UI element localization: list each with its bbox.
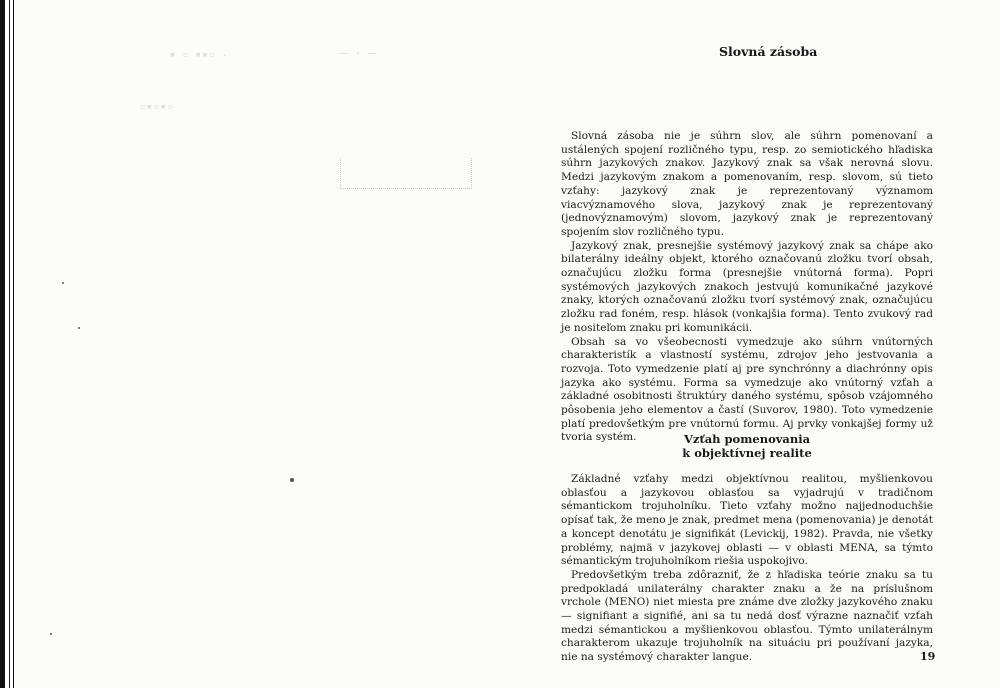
paragraph: Predovšetkým treba zdôrazniť, že z hľadiska teórie znaku sa tu predpokladá unilaterálny charakter znaku a že na príslušnom vrchole (MENO) niet miesta pre známe dve zložky jazykového znaku — signifiant a signifié, ani sa tu nedá dosť výrazne naznačiť vzťah medzi sémantickou a myšlienkovou oblasťou. Týmto unilaterálnym charakterom ukazuje trojuholník na situáciu pri používaní jazyka, nie na systémový charakter langue.: [561, 568, 933, 664]
show-through-smudge: – · –: [340, 44, 379, 60]
speck: [78, 327, 80, 329]
section-heading: [561, 432, 933, 460]
speck: [62, 282, 64, 284]
page-number: 19: [920, 650, 936, 663]
chapter-title: Slovná zásoba: [719, 44, 818, 59]
show-through-bracket: [340, 158, 472, 189]
book-spine: [0, 0, 18, 688]
section-heading-line: Vzťah pomenovania: [683, 432, 811, 446]
paragraph: Slovná zásoba nie je súhrn slov, ale súhrn pomenovaní a ustálených spojení rozličného typu, resp. zo semiotického hľadiska súhrn jazykových znakov. Jazykový znak sa však nerovná slovu. Medzi jazykovým znakom a pomenovaním, resp. slovom, sú tieto vzťahy: jazykový znak je reprezentovaný významom viacvýznamového slova, jazykový znak je reprezentovaný (jednovýznamovým) slovom, jazykový znak je reprezentovaný spojením slov rozličného typu.: [561, 130, 933, 238]
body-section-2: [561, 473, 936, 665]
show-through-smudge: ▪ ▫ ▪▪▫ ·: [170, 46, 230, 62]
paragraph: Obsah sa vo všeobecnosti vymedzuje ako súhrn vnútorných charakteristík a vlastností systému, zdrojov jeho jestvovania a rozvoja. Toto vymedzenie platí aj pre synchrónny a diachrónny opis jazyka ako systému. Forma sa vymedzuje ako vnútorný vzťah a základné osobitnosti štruktúry daného systému, spôsob vzájomného pôsobenia jeho elementov a častí (Suvorov, 1980). Toto vymedzenie platí predovšetkým pre vnútornú formu. Aj prvky vonkajšej formy už tvoria systém.: [561, 335, 933, 444]
show-through-smudge: ▫▪▫▪▫: [140, 98, 175, 114]
section-heading-line: k objektívnej realite: [682, 446, 812, 460]
speck: [50, 633, 52, 635]
paragraph: Základné vzťahy medzi objektívnou realitou, myšlienkovou oblasťou a jazykovou oblasťou sa vyjadrujú v tradičnom sémantickom trojuholníku. Tieto vzťahy možno najjednoduchšie opísať tak, že meno je znak, predmet mena (pomenovania) je denotát a koncept denotátu je signifikát (Levickij, 1982). Pravda, nie všetky problémy, najmä v jazykovej oblasti — v oblasti MENA, sa týmto sémantickým trojuholníkom riešia uspokojivo.: [561, 473, 933, 568]
speck: [290, 478, 294, 482]
body-section-1: [561, 130, 933, 445]
paragraph: Jazykový znak, presnejšie systémový jazykový znak sa chápe ako bilaterálny ideálny objekt, ktorého označovanú zložku tvorí obsah, označujúcu zložku forma (presnejšie vnútorná forma). Popri systémových jazykových znakoch jestvujú komunikačné jazykové znaky, ktorých označovanú zložku tvorí systémový znak, označujúcu zložku rad foném, resp. hlások (vonkajšia forma). Tento zvukový rad je nositeľom znaku pri komunikácii.: [561, 239, 933, 334]
